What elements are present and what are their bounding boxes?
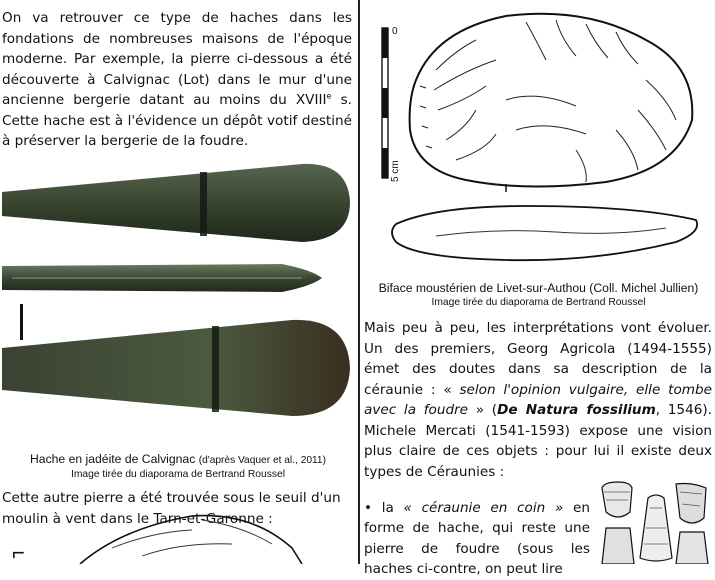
century-superscript: e	[326, 91, 332, 101]
ceraunia-engraving	[596, 478, 713, 564]
axe-view-bottom	[2, 320, 350, 416]
intro-text: On va retrouver ce type de haches dans les fondations de nombreuses maisons de l'époque moderne. Par exemple, la pierre ci-dessous a été découverte à Calvignac (Lot) dans le mur d'une ancienne bergerie datant au moins du XVIII	[2, 10, 352, 108]
history-paragraph: Mais peu à peu, les interprétations vont évoluer. Un des premiers, Georg Agricola (1494-1555) émet des doutes dans sa description de la céraunie : « selon l'opinion vulgaire, elle tombe avec la foudre » (De Natura fossilium, 1546). Michele Mercati (1541-1593) expose une vision plus claire de ces objets : pour lui il existe deux types de Céraunies :	[364, 320, 713, 480]
axe-view-top	[2, 164, 350, 242]
left-caption-sub: Image tirée du diaporama de Bertrand Roussel	[70, 469, 286, 480]
second-paragraph: Cette autre pierre a été trouvée sous le seuil d'un moulin à vent dans le Tarn-et-Garonne :	[2, 490, 341, 527]
calvignac-axe-image	[2, 158, 354, 448]
agricola-quote: selon l'opinion vulgaire, elle tombe avec la foudre	[364, 381, 712, 418]
right-caption-main: Biface moustérien de Livet-sur-Authou (Coll. Michel Jullien)	[378, 281, 699, 295]
column-divider	[358, 0, 360, 564]
axe-band-top	[200, 172, 207, 236]
windmill-axe-drawing	[2, 508, 354, 564]
left-caption-main: Hache en jadéite de Calvignac (d'après Vaquer et al., 2011)	[29, 452, 326, 466]
scale-unit-label: 5 cm	[390, 160, 401, 182]
biface-profile	[392, 206, 697, 260]
bullet-quote: « céraunie en coin »	[403, 499, 564, 516]
biface-drawing	[376, 10, 712, 274]
right-column	[362, 0, 715, 578]
scale-top-label: 0	[392, 26, 398, 37]
intro-text-end: s. Cette hache est à l'évidence un dépôt votif destiné à préserver la bergerie de la foudre.	[2, 92, 352, 149]
right-caption-sub: Image tirée du diaporama de Bertrand Roussel	[431, 297, 646, 308]
left-caption	[0, 452, 356, 481]
biface-outline	[410, 14, 693, 187]
axe-band-bottom	[212, 326, 219, 412]
drawing-scale-label: ⌐	[12, 540, 25, 564]
left-column	[0, 0, 356, 564]
scale-bar	[20, 304, 23, 340]
ceraunie-bullet: • la « céraunie en coin » en forme de hache, qui reste une pierre de foudre (sous les haches ci-contre, on peut lire	[364, 499, 590, 578]
book-title: De Natura fossilium	[497, 402, 656, 418]
intro-paragraph	[2, 8, 352, 152]
right-caption	[362, 281, 715, 309]
